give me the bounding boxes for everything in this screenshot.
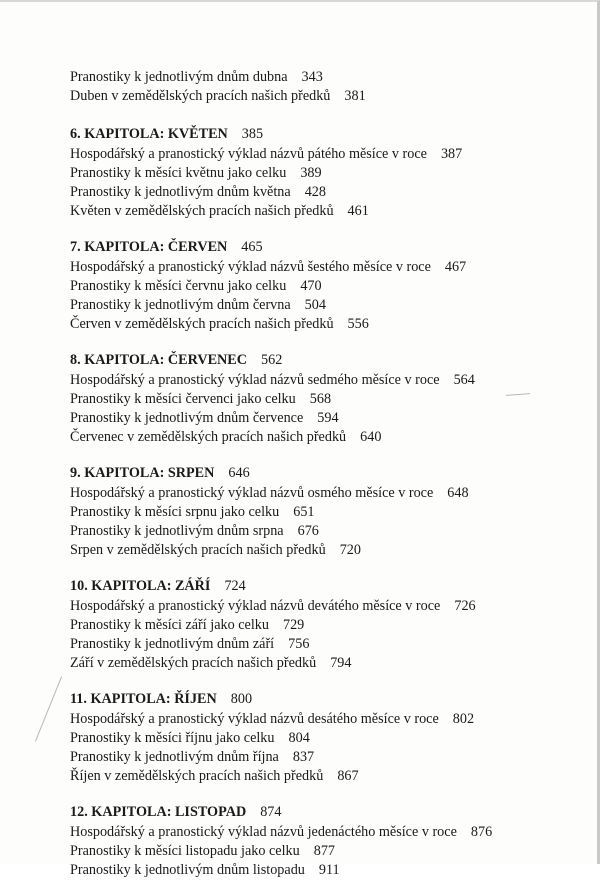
entry-title: Pranostiky k měsíci červenci jako celku bbox=[70, 391, 296, 407]
entry-title: Pranostiky k měsíci květnu jako celku bbox=[70, 165, 287, 181]
page-number: 465 bbox=[241, 239, 263, 255]
toc-entry bbox=[70, 390, 570, 409]
entry-title: Pranostiky k měsíci říjnu jako celku bbox=[70, 730, 275, 746]
page-number: 720 bbox=[339, 542, 361, 558]
chapter-heading bbox=[70, 803, 570, 822]
chapter-title: 11. KAPITOLA: ŘÍJEN bbox=[70, 691, 217, 707]
chapter-heading bbox=[70, 351, 570, 370]
page-number: 568 bbox=[309, 391, 332, 407]
toc-entry bbox=[70, 635, 570, 654]
page-number: 467 bbox=[444, 259, 467, 275]
page-number: 562 bbox=[261, 352, 283, 368]
table-of-contents bbox=[70, 68, 570, 880]
chapter-title: 10. KAPITOLA: ZÁŘÍ bbox=[70, 578, 211, 594]
entry-title: Pranostiky k měsíci srpnu jako celku bbox=[70, 504, 280, 520]
entry-title: Hospodářský a pranostický výklad názvů šestého měsíce v roce bbox=[70, 259, 431, 275]
page-number: 756 bbox=[288, 636, 310, 652]
entry-title: Pranostiky k měsíci září jako celku bbox=[70, 617, 269, 633]
toc-entry bbox=[70, 748, 570, 767]
entry-title: Květen v zemědělských pracích našich předků bbox=[70, 203, 334, 219]
entry-title: Duben v zemědělských pracích našich předků bbox=[70, 88, 331, 104]
entry-title: Pranostiky k jednotlivým dnům dubna bbox=[70, 69, 288, 85]
toc-entry bbox=[70, 183, 570, 202]
entry-title: Pranostiky k jednotlivým dnům července bbox=[70, 410, 304, 426]
toc-entry bbox=[70, 87, 570, 106]
entry-title: Pranostiky k jednotlivým dnům srpna bbox=[70, 523, 284, 539]
page-number: 804 bbox=[288, 730, 310, 746]
page-number: 594 bbox=[317, 410, 339, 426]
entry-title: Hospodářský a pranostický výklad názvů pátého měsíce v roce bbox=[70, 146, 427, 162]
chapter-heading bbox=[70, 690, 570, 709]
page-number: 564 bbox=[453, 372, 475, 388]
toc-entry bbox=[70, 258, 570, 277]
toc-entry bbox=[70, 145, 570, 164]
toc-entry bbox=[70, 710, 570, 729]
toc-entry bbox=[70, 842, 570, 861]
page-number: 504 bbox=[304, 297, 326, 313]
chapter-heading bbox=[70, 125, 570, 144]
entry-title: Pranostiky k jednotlivým dnům května bbox=[70, 184, 291, 200]
page-number: 676 bbox=[297, 523, 319, 539]
entry-title: Říjen v zemědělských pracích našich předků bbox=[70, 768, 324, 784]
page-number: 794 bbox=[330, 655, 352, 671]
entry-title: Červen v zemědělských pracích našich předků bbox=[70, 316, 334, 332]
chapter-heading bbox=[70, 577, 570, 596]
toc-entry bbox=[70, 503, 570, 522]
page-number: 640 bbox=[360, 429, 382, 445]
page-number: 556 bbox=[347, 316, 369, 332]
page-number: 837 bbox=[292, 749, 315, 765]
toc-entry bbox=[70, 277, 570, 296]
toc-entry bbox=[70, 68, 570, 87]
toc-entry bbox=[70, 484, 570, 503]
page-number: 726 bbox=[454, 598, 476, 614]
toc-entry bbox=[70, 315, 570, 334]
page-number: 470 bbox=[300, 278, 322, 294]
chapter-section bbox=[70, 577, 570, 673]
toc-entry bbox=[70, 409, 570, 428]
chapter-heading bbox=[70, 238, 570, 257]
toc-entry bbox=[70, 202, 570, 221]
toc-entry bbox=[70, 654, 570, 673]
toc-entry bbox=[70, 767, 570, 786]
chapter-section bbox=[70, 351, 570, 447]
entry-title: Červenec v zemědělských pracích našich předků bbox=[70, 429, 347, 445]
page-number: 646 bbox=[228, 465, 250, 481]
entry-title: Hospodářský a pranostický výklad názvů devátého měsíce v roce bbox=[70, 598, 441, 614]
entry-title: Hospodářský a pranostický výklad názvů desátého měsíce v roce bbox=[70, 711, 439, 727]
page-number: 648 bbox=[447, 485, 469, 501]
page-number: 867 bbox=[337, 768, 359, 784]
page-number: 389 bbox=[300, 165, 322, 181]
scan-mark bbox=[35, 676, 62, 741]
page-number: 729 bbox=[282, 617, 305, 633]
page-number: 381 bbox=[344, 88, 366, 104]
entry-title: Pranostiky k jednotlivým dnům října bbox=[70, 749, 279, 765]
toc-entry bbox=[70, 616, 570, 635]
entry-title: Pranostiky k měsíci listopadu jako celku bbox=[70, 843, 300, 859]
page-number: 385 bbox=[241, 126, 264, 142]
page-number: 802 bbox=[452, 711, 475, 727]
entry-title: Hospodářský a pranostický výklad názvů osmého měsíce v roce bbox=[70, 485, 434, 501]
chapter-title: 12. KAPITOLA: LISTOPAD bbox=[70, 804, 247, 820]
toc-entry bbox=[70, 428, 570, 447]
chapter-title: 7. KAPITOLA: ČERVEN bbox=[70, 239, 228, 255]
entry-title: Pranostiky k měsíci červnu jako celku bbox=[70, 278, 287, 294]
entry-title: Pranostiky k jednotlivým dnům září bbox=[70, 636, 275, 652]
chapter-section bbox=[70, 803, 570, 880]
toc-entry bbox=[70, 371, 570, 390]
chapter-section bbox=[70, 238, 570, 334]
chapter-title: 6. KAPITOLA: KVĚTEN bbox=[70, 126, 228, 142]
page-number: 343 bbox=[301, 69, 323, 85]
chapter-section bbox=[70, 690, 570, 786]
page-number: 428 bbox=[304, 184, 326, 200]
entry-title: Hospodářský a pranostický výklad názvů sedmého měsíce v roce bbox=[70, 372, 440, 388]
entry-title: Září v zemědělských pracích našich předků bbox=[70, 655, 317, 671]
page-number: 874 bbox=[260, 804, 282, 820]
page-number: 800 bbox=[230, 691, 253, 707]
chapter-section bbox=[70, 464, 570, 560]
page-number: 387 bbox=[440, 146, 463, 162]
toc-entry bbox=[70, 522, 570, 541]
toc-entry bbox=[70, 541, 570, 560]
page-number: 651 bbox=[293, 504, 315, 520]
chapter-title: 8. KAPITOLA: ČERVENEC bbox=[70, 352, 247, 368]
page-number: 877 bbox=[313, 843, 336, 859]
chapter-section bbox=[70, 125, 570, 221]
entry-title: Pranostiky k jednotlivým dnům června bbox=[70, 297, 291, 313]
toc-entry bbox=[70, 164, 570, 183]
page-number: 911 bbox=[318, 862, 340, 878]
chapter-heading bbox=[70, 464, 570, 483]
entry-title: Pranostiky k jednotlivým dnům listopadu bbox=[70, 862, 305, 878]
page-number: 876 bbox=[470, 824, 493, 840]
toc-entry bbox=[70, 296, 570, 315]
page-number: 461 bbox=[347, 203, 369, 219]
toc-entry bbox=[70, 729, 570, 748]
entry-title: Srpen v zemědělských pracích našich předků bbox=[70, 542, 326, 558]
entry-title: Hospodářský a pranostický výklad názvů jedenáctého měsíce v roce bbox=[70, 824, 457, 840]
toc-entry bbox=[70, 823, 570, 842]
chapter-title: 9. KAPITOLA: SRPEN bbox=[70, 465, 215, 481]
toc-entry bbox=[70, 597, 570, 616]
page-number: 724 bbox=[224, 578, 246, 594]
